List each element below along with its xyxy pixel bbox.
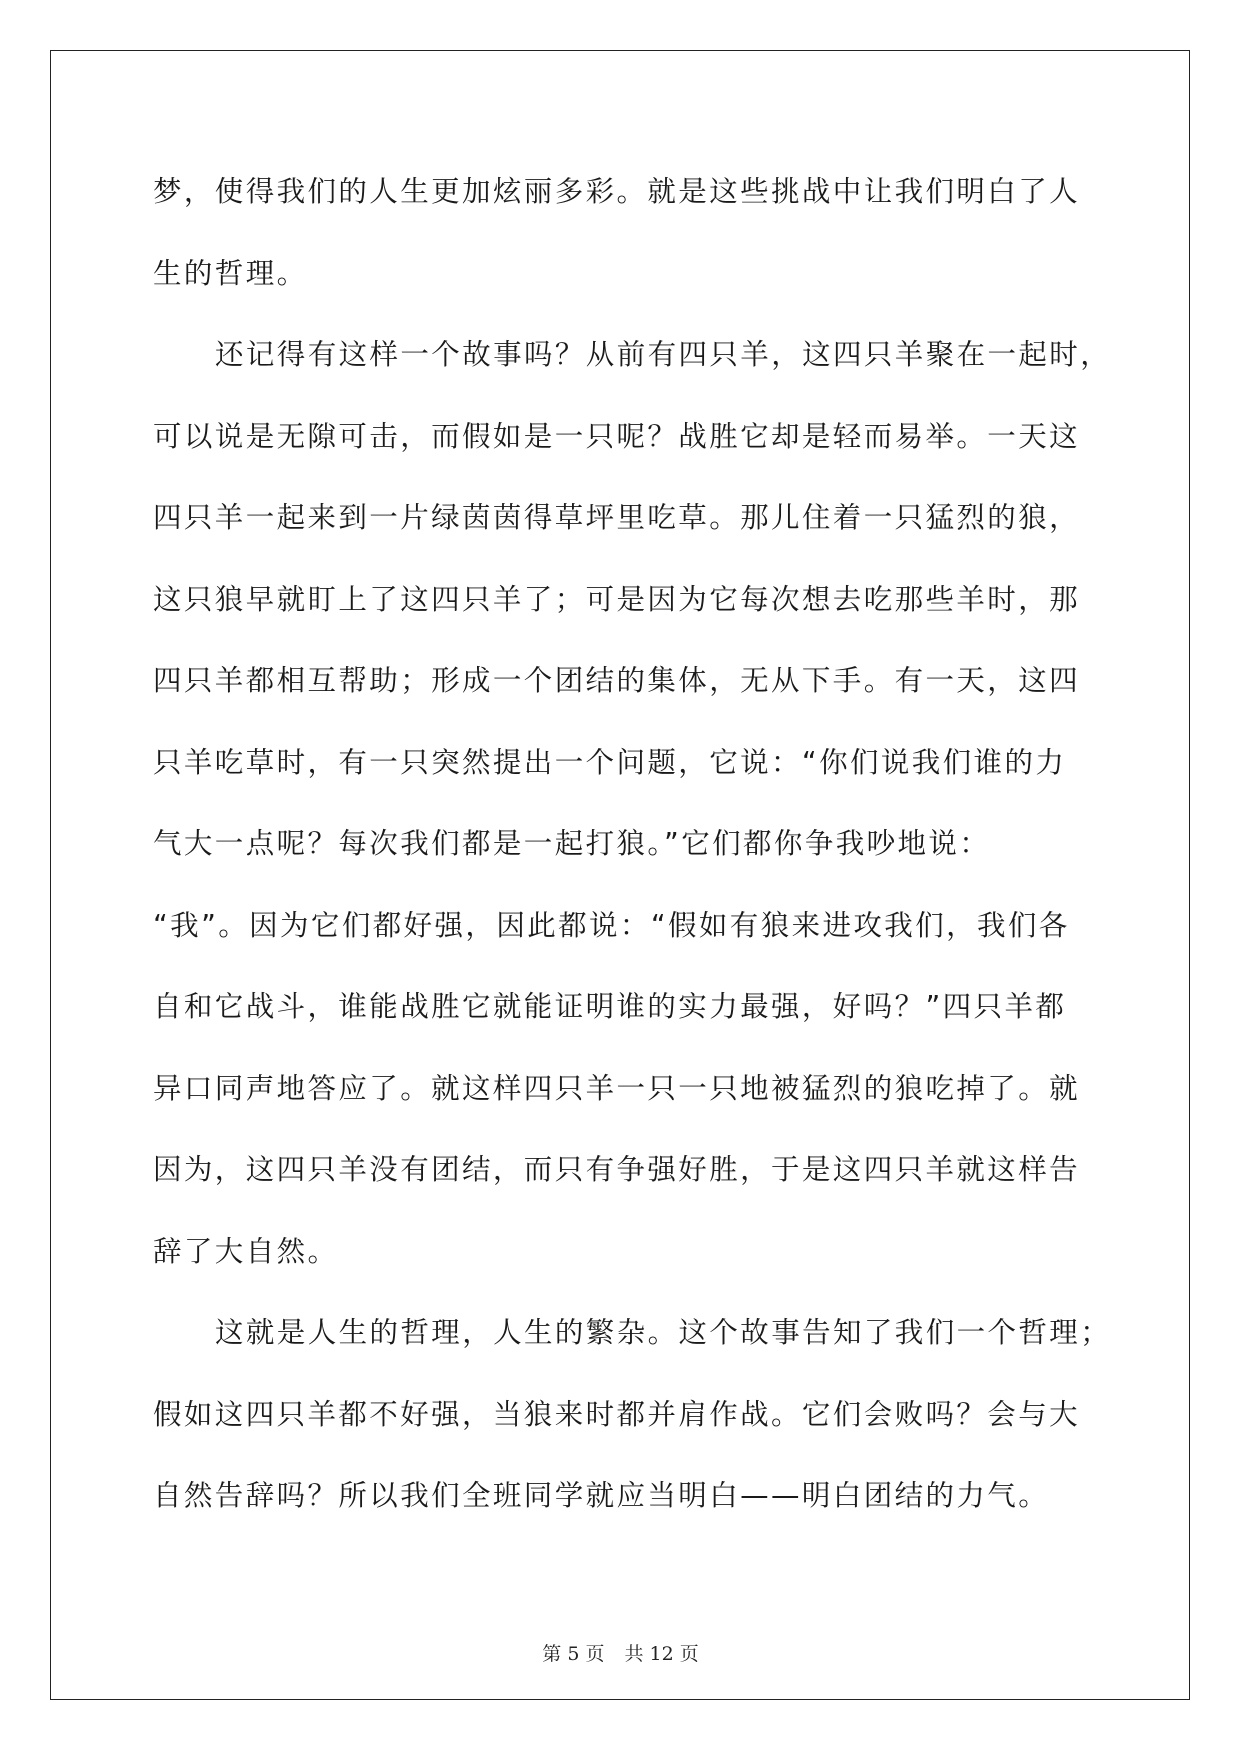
page-footer	[0, 1639, 1241, 1666]
text-line: 自和它战斗，谁能战胜它就能证明谁的实力最强，好吗？”四只羊都	[153, 990, 1067, 1023]
text-line: 这只狼早就盯上了这四只羊了；可是因为它每次想去吃那些羊时，那	[153, 582, 1081, 616]
text-line: 异口同声地答应了。就这样四只羊一只一只地被猛烈的狼吃掉了。就	[153, 1071, 1081, 1105]
paragraph-first-line: 还记得有这样一个故事吗？从前有四只羊，这四只羊聚在一起时，	[215, 338, 1112, 371]
text-line: 辞了大自然。	[153, 1234, 339, 1268]
paragraph-first-line: 这就是人生的哲理，人生的繁杂。这个故事告知了我们一个哲理；	[215, 1316, 1112, 1349]
text-line: “我”。因为它们都好强，因此都说：“假如有狼来进攻我们，我们各	[153, 908, 1070, 942]
text-line: 四只羊一起来到一片绿茵茵得草坪里吃草。那儿住着一只猛烈的狼，	[153, 501, 1081, 534]
text-line: 可以说是无隙可击，而假如是一只呢？战胜它却是轻而易举。一天这	[153, 419, 1081, 453]
text-line: 自然告辞吗？所以我们全班同学就应当明白——明白团结的力气。	[153, 1479, 1050, 1512]
page-total: 共 12 页	[624, 1643, 699, 1665]
document-body	[153, 151, 1112, 1537]
text-line: 四只羊都相互帮助；形成一个团结的集体，无从下手。有一天，这四	[153, 664, 1081, 697]
text-line: 因为，这四只羊没有团结，而只有争强好胜，于是这四只羊就这样告	[153, 1153, 1081, 1186]
text-line: 假如这四只羊都不好强，当狼来时都并肩作战。它们会败吗？会与大	[153, 1397, 1081, 1431]
page-number: 第 5 页	[542, 1643, 605, 1665]
text-line: 只羊吃草时，有一只突然提出一个问题，它说：“你们说我们谁的力	[153, 745, 1067, 779]
text-line: 梦，使得我们的人生更加炫丽多彩。就是这些挑战中让我们明白了人	[153, 175, 1081, 208]
text-line: 气大一点呢？每次我们都是一起打狼。”它们都你争我吵地说：	[153, 827, 991, 860]
text-line: 生的哲理。	[153, 256, 308, 290]
